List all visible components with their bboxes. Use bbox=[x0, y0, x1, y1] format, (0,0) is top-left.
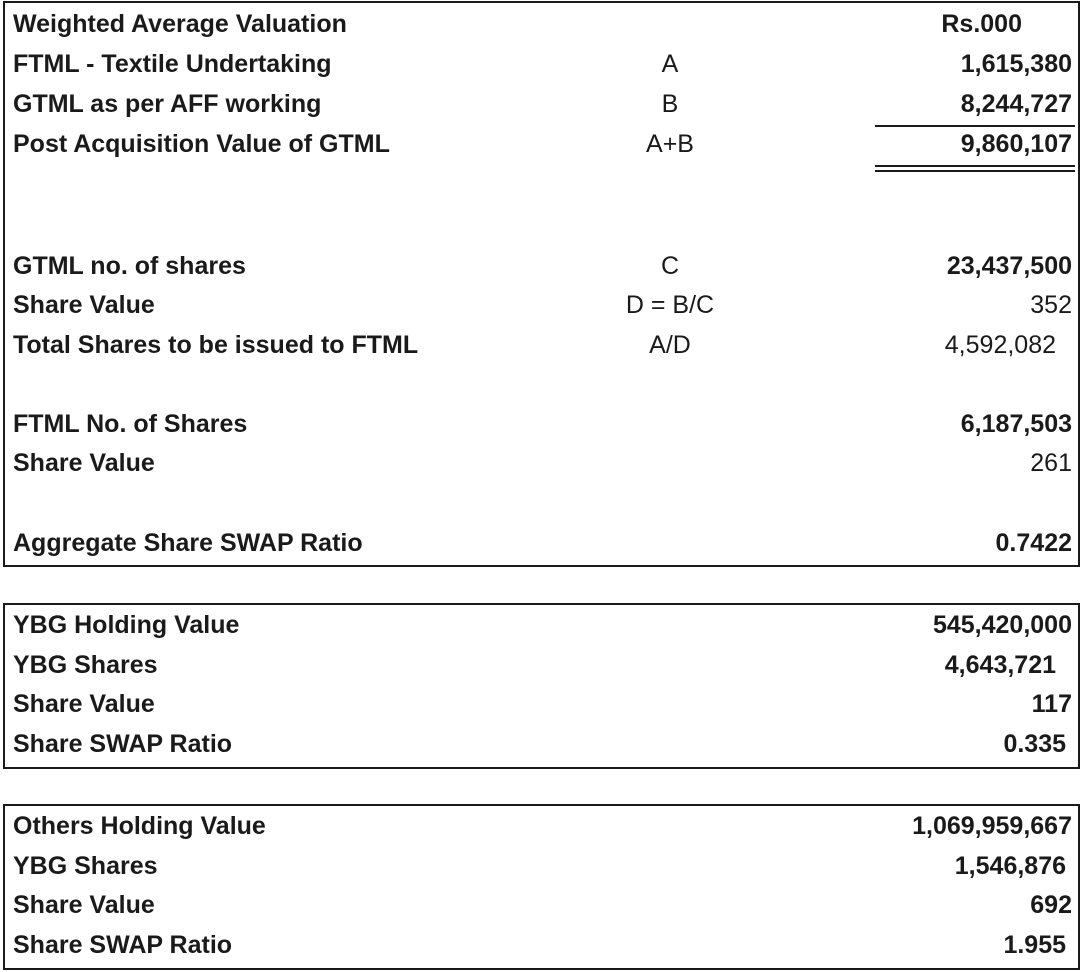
currency-unit: Rs.000 bbox=[941, 10, 1022, 38]
table-row bbox=[5, 685, 1078, 723]
table-row bbox=[5, 725, 1078, 763]
table-row bbox=[5, 807, 1078, 845]
row-value: 117 bbox=[1031, 690, 1072, 718]
row-formula: D = B/C bbox=[625, 291, 715, 319]
row-value: 0.7422 bbox=[995, 529, 1072, 557]
row-label: Post Acquisition Value of GTML bbox=[13, 130, 390, 158]
row-label: FTML No. of Shares bbox=[13, 410, 248, 438]
table-row bbox=[5, 45, 1078, 83]
row-value: 1.955 bbox=[1003, 931, 1066, 959]
row-value: 4,643,721 bbox=[944, 651, 1056, 679]
row-value: 352 bbox=[1030, 291, 1072, 319]
table-row bbox=[5, 646, 1078, 684]
row-label: Share Value bbox=[13, 449, 155, 477]
row-value: 1,615,380 bbox=[960, 50, 1072, 78]
row-formula: B bbox=[661, 90, 679, 118]
row-value: 8,244,727 bbox=[960, 90, 1072, 118]
valuation-table bbox=[3, 1, 1080, 567]
row-label: Share SWAP Ratio bbox=[13, 730, 233, 758]
row-label: Share Value bbox=[13, 291, 155, 319]
row-value: 692 bbox=[1030, 891, 1072, 919]
row-label: Aggregate Share SWAP Ratio bbox=[13, 529, 363, 557]
valuation-title: Weighted Average Valuation bbox=[13, 10, 347, 38]
valuation-header-row bbox=[5, 5, 1078, 43]
row-label: YBG Holding Value bbox=[13, 611, 240, 639]
table-row bbox=[5, 247, 1078, 285]
row-value: 261 bbox=[1030, 449, 1072, 477]
table-row bbox=[5, 847, 1078, 885]
table-row bbox=[5, 125, 1078, 163]
row-value: 9,860,107 bbox=[960, 130, 1072, 158]
row-value: 4,592,082 bbox=[944, 331, 1056, 359]
table-row bbox=[5, 606, 1078, 644]
row-label: Share Value bbox=[13, 891, 155, 919]
ybg-table bbox=[3, 603, 1080, 769]
row-label: Share SWAP Ratio bbox=[13, 931, 233, 959]
table-row bbox=[5, 286, 1078, 324]
row-formula: A/D bbox=[649, 331, 691, 359]
total-double-rule bbox=[875, 165, 1075, 172]
row-value: 545,420,000 bbox=[932, 611, 1072, 639]
row-label: Share Value bbox=[13, 690, 155, 718]
row-value: 1,069,959,667 bbox=[912, 812, 1072, 840]
table-row bbox=[5, 326, 1078, 364]
row-formula: A bbox=[661, 50, 679, 78]
row-label: Total Shares to be issued to FTML bbox=[13, 331, 419, 359]
row-label: Others Holding Value bbox=[13, 812, 266, 840]
row-label: GTML as per AFF working bbox=[13, 90, 322, 118]
table-row bbox=[5, 926, 1078, 964]
row-formula: A+B bbox=[646, 130, 694, 158]
row-value: 1,546,876 bbox=[954, 852, 1066, 880]
row-value: 23,437,500 bbox=[946, 252, 1072, 280]
row-value: 6,187,503 bbox=[960, 410, 1072, 438]
row-label: YBG Shares bbox=[13, 852, 158, 880]
table-row bbox=[5, 85, 1078, 123]
table-row bbox=[5, 886, 1078, 924]
row-label: FTML - Textile Undertaking bbox=[13, 50, 332, 78]
row-formula: C bbox=[660, 252, 680, 280]
others-table bbox=[3, 804, 1080, 970]
row-label: GTML no. of shares bbox=[13, 252, 246, 280]
row-label: YBG Shares bbox=[13, 651, 158, 679]
table-row bbox=[5, 444, 1078, 482]
table-row bbox=[5, 524, 1078, 562]
row-value: 0.335 bbox=[1003, 730, 1066, 758]
table-row bbox=[5, 405, 1078, 443]
